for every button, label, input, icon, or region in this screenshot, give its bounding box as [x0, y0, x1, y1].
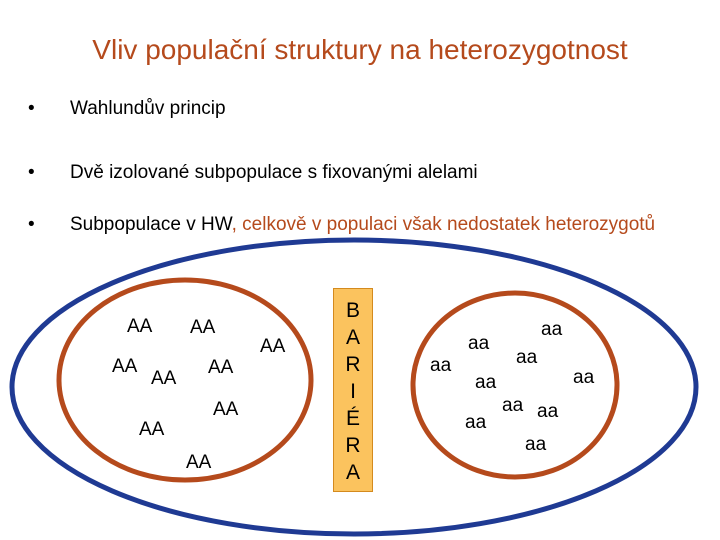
- genotype-homozygote-dominant: AA: [151, 368, 177, 389]
- genotype-homozygote-recessive: aa: [516, 347, 538, 368]
- genotype-homozygote-recessive: aa: [475, 372, 497, 393]
- genotype-homozygote-recessive: aa: [468, 333, 490, 354]
- barrier-letter: I: [350, 379, 356, 403]
- genotype-homozygote-dominant: AA: [260, 336, 286, 357]
- bullet-dot: •: [28, 98, 35, 119]
- barrier-letter: É: [345, 406, 360, 430]
- genotype-homozygote-recessive: aa: [430, 355, 452, 376]
- bullet-text-hw: Subpopulace v HW: [70, 214, 232, 235]
- genotype-homozygote-recessive: aa: [502, 395, 524, 416]
- barrier: [333, 288, 373, 492]
- genotype-homozygote-dominant: AA: [186, 452, 212, 473]
- subpopulation-aa-upper-ellipse: [59, 280, 311, 480]
- barrier-letter: A: [345, 325, 360, 349]
- genotype-homozygote-recessive: aa: [525, 434, 547, 455]
- bullet-text-deficit: , celkově v populaci však nedostatek heterozygotů: [231, 214, 656, 235]
- genotype-homozygote-recessive: aa: [541, 319, 563, 340]
- genotype-homozygote-dominant: AA: [190, 317, 216, 338]
- slide-title: Vliv populační struktury na heterozygotnost: [92, 34, 628, 65]
- barrier-letter: A: [345, 460, 360, 484]
- genotype-homozygote-dominant: AA: [127, 316, 153, 337]
- genotype-homozygote-dominant: AA: [139, 419, 165, 440]
- bullet-text: Dvě izolované subpopulace s fixovanými alelami: [70, 162, 478, 183]
- barrier-letter: R: [345, 433, 361, 457]
- genotype-homozygote-recessive: aa: [465, 412, 487, 433]
- barrier-letter: B: [345, 298, 360, 322]
- bullet-text: Wahlundův princip: [70, 98, 226, 119]
- bullet-dot: •: [28, 162, 35, 183]
- bullet-dot: •: [28, 214, 35, 235]
- genotype-homozygote-dominant: AA: [112, 356, 138, 377]
- barrier-letter: R: [345, 352, 361, 376]
- genotype-homozygote-dominant: AA: [208, 357, 234, 378]
- genotype-homozygote-recessive: aa: [573, 367, 595, 388]
- genotype-homozygote-recessive: aa: [537, 401, 559, 422]
- genotype-homozygote-dominant: AA: [213, 399, 239, 420]
